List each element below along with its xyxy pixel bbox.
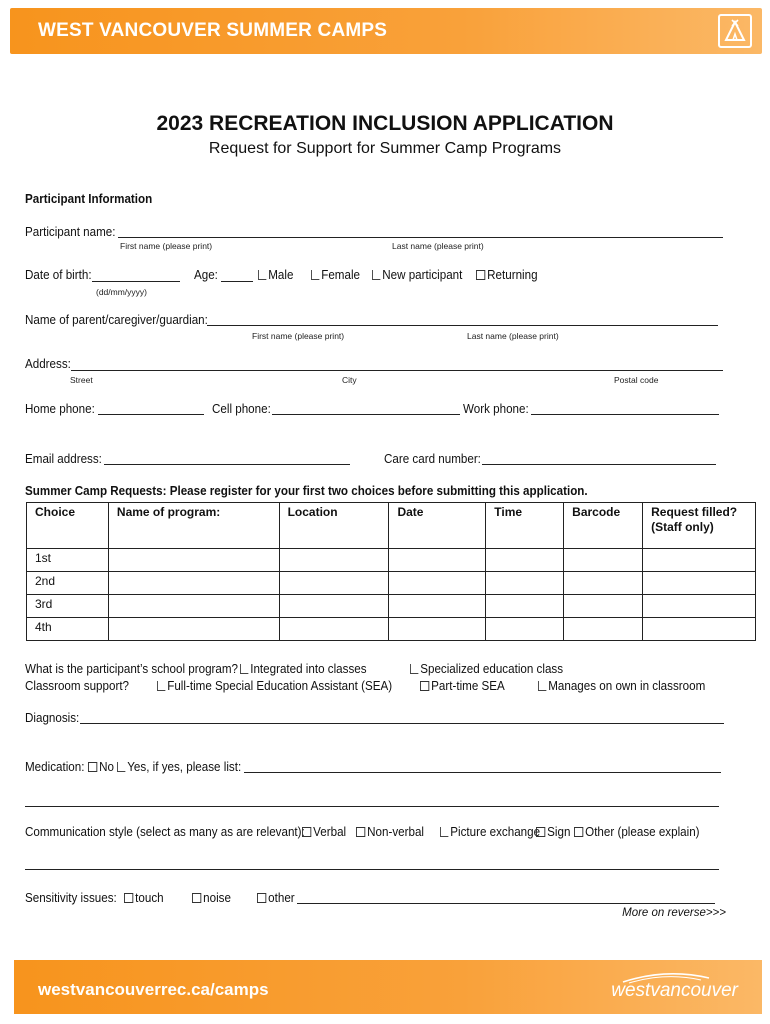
verbal-checkbox[interactable] xyxy=(302,827,311,837)
male-option-label: Male xyxy=(268,268,294,282)
barcode-cell[interactable] xyxy=(564,618,643,641)
program-cell[interactable] xyxy=(108,572,279,595)
nonverbal-option[interactable] xyxy=(356,825,424,839)
location-cell[interactable] xyxy=(279,595,389,618)
noise-option-label: noise xyxy=(203,891,231,905)
column-header: Time xyxy=(486,503,564,549)
city-hint: City xyxy=(342,375,357,385)
specialized-option-label: Specialized education class xyxy=(420,662,564,676)
document-subtitle: Request for Support for Summer Camp Programs xyxy=(208,140,562,157)
sign-checkbox[interactable] xyxy=(536,827,545,837)
dob-field[interactable] xyxy=(92,281,180,282)
program-cell[interactable] xyxy=(108,618,279,641)
manages-own-option[interactable] xyxy=(538,679,705,693)
medication-label: Medication: xyxy=(25,760,85,774)
parent-name-label: Name of parent/caregiver/guardian: xyxy=(25,313,208,327)
participant-name-field[interactable] xyxy=(118,237,723,238)
logo-swoosh-icon xyxy=(621,972,711,984)
date-cell[interactable] xyxy=(389,595,486,618)
program-cell[interactable] xyxy=(108,549,279,572)
communication-style-label: Communication style (select as many as are relevant): xyxy=(25,825,305,839)
parttime-sea-option[interactable] xyxy=(420,679,505,693)
nonverbal-checkbox[interactable] xyxy=(356,827,365,837)
medication-yes-option-label: Yes, if yes, please list: xyxy=(127,760,242,774)
request-filled-cell[interactable] xyxy=(643,549,756,572)
other-communication-option[interactable] xyxy=(574,825,700,839)
column-header: Date xyxy=(389,503,486,549)
table-row xyxy=(27,618,756,641)
medication-list-field[interactable] xyxy=(244,772,721,773)
touch-checkbox[interactable] xyxy=(124,893,133,903)
time-cell[interactable] xyxy=(486,595,564,618)
school-program-question: What is the participant’s school program? xyxy=(25,662,239,676)
camp-requests-table xyxy=(26,502,756,641)
section-participant-info: Participant Information xyxy=(25,192,153,206)
choice-cell: 1st xyxy=(27,549,109,572)
picture-exchange-option[interactable] xyxy=(440,825,540,839)
choice-cell: 2nd xyxy=(27,572,109,595)
street-hint: Street xyxy=(70,375,93,385)
parttime-sea-checkbox[interactable] xyxy=(420,681,429,691)
choice-cell: 4th xyxy=(27,618,109,641)
returning-option-label: Returning xyxy=(487,268,538,282)
location-cell[interactable] xyxy=(279,549,389,572)
age-field[interactable] xyxy=(221,281,253,282)
returning-checkbox[interactable] xyxy=(476,270,485,280)
address-field[interactable] xyxy=(71,370,723,371)
column-header: Barcode xyxy=(564,503,643,549)
address-label: Address: xyxy=(25,357,71,371)
male-option[interactable] xyxy=(258,268,293,282)
care-card-label: Care card number: xyxy=(384,452,481,466)
cell-phone-label: Cell phone: xyxy=(212,402,271,416)
dob-label: Date of birth: xyxy=(25,268,92,282)
female-option[interactable] xyxy=(311,268,360,282)
email-label: Email address: xyxy=(25,452,102,466)
request-filled-cell[interactable] xyxy=(643,618,756,641)
specialized-option[interactable] xyxy=(410,662,563,676)
manages-own-checkbox[interactable] xyxy=(538,681,546,691)
diagnosis-label: Diagnosis: xyxy=(25,711,80,725)
age-label: Age: xyxy=(194,268,218,282)
new-participant-option[interactable] xyxy=(372,268,462,282)
sign-option[interactable] xyxy=(536,825,570,839)
noise-checkbox[interactable] xyxy=(192,893,201,903)
date-cell[interactable] xyxy=(389,618,486,641)
work-phone-field[interactable] xyxy=(531,414,719,415)
other-communication-option-label: Other (please explain) xyxy=(585,825,700,839)
returning-option[interactable] xyxy=(476,268,538,282)
fulltime-sea-checkbox[interactable] xyxy=(157,681,165,691)
integrated-option[interactable] xyxy=(240,662,367,676)
medication-no-option[interactable] xyxy=(88,760,114,774)
postal-code-hint: Postal code xyxy=(614,375,659,385)
female-checkbox[interactable] xyxy=(311,270,319,280)
other-sensitivity-field[interactable] xyxy=(297,903,715,904)
choice-cell: 3rd xyxy=(27,595,109,618)
more-on-reverse-note: More on reverse>>> xyxy=(622,907,726,919)
integrated-option-label: Integrated into classes xyxy=(250,662,367,676)
medication-no-option-label: No xyxy=(99,760,115,774)
nonverbal-option-label: Non-verbal xyxy=(367,825,425,839)
participant-name-label: Participant name: xyxy=(25,225,116,239)
other-sensitivity-checkbox[interactable] xyxy=(257,893,266,903)
date-cell[interactable] xyxy=(389,549,486,572)
barcode-cell[interactable] xyxy=(564,595,643,618)
diagnosis-field[interactable] xyxy=(80,723,724,724)
sensitivity-issues-label: Sensitivity issues: xyxy=(25,891,117,905)
verbal-option[interactable] xyxy=(302,825,346,839)
footer-url-link[interactable]: westvancouverrec.ca/camps xyxy=(38,980,269,999)
sign-option-label: Sign xyxy=(547,825,571,839)
other-sensitivity-option[interactable] xyxy=(257,891,295,905)
new-participant-checkbox[interactable] xyxy=(372,270,380,280)
fulltime-sea-option[interactable] xyxy=(157,679,392,693)
parent-first-name-hint: First name (please print) xyxy=(252,331,345,341)
picture-exchange-checkbox[interactable] xyxy=(440,827,448,837)
header-banner xyxy=(10,8,762,54)
medication-no-checkbox[interactable] xyxy=(88,762,97,772)
home-phone-field[interactable] xyxy=(98,414,204,415)
time-cell[interactable] xyxy=(486,618,564,641)
location-cell[interactable] xyxy=(279,618,389,641)
barcode-cell[interactable] xyxy=(564,572,643,595)
time-cell[interactable] xyxy=(486,572,564,595)
document-title: 2023 RECREATION INCLUSION APPLICATION xyxy=(156,112,614,135)
other-sensitivity-option-label: other xyxy=(268,891,295,905)
first-name-hint: First name (please print) xyxy=(120,241,213,251)
table-row xyxy=(27,595,756,618)
request-filled-cell[interactable] xyxy=(643,572,756,595)
west-vancouver-logo xyxy=(611,980,738,1002)
medication-list-field-2[interactable] xyxy=(25,806,719,807)
touch-option[interactable] xyxy=(124,891,164,905)
table-row xyxy=(27,572,756,595)
column-header: Name of program: xyxy=(108,503,279,549)
table-row xyxy=(27,549,756,572)
camp-requests-heading: Summer Camp Requests: Please register for your first two choices before submitting this application. xyxy=(25,484,588,498)
column-header: Choice xyxy=(27,503,109,549)
verbal-option-label: Verbal xyxy=(313,825,347,839)
fulltime-sea-option-label: Full-time Special Education Assistant (SEA) xyxy=(167,679,393,693)
request-filled-cell[interactable] xyxy=(643,595,756,618)
parttime-sea-option-label: Part-time SEA xyxy=(431,679,505,693)
parent-last-name-hint: Last name (please print) xyxy=(467,331,559,341)
touch-option-label: touch xyxy=(135,891,164,905)
time-cell[interactable] xyxy=(486,549,564,572)
home-phone-label: Home phone: xyxy=(25,402,95,416)
header-title: WEST VANCOUVER SUMMER CAMPS xyxy=(38,20,388,41)
column-header: Location xyxy=(279,503,389,549)
integrated-checkbox[interactable] xyxy=(240,664,248,674)
footer-banner xyxy=(14,960,762,1014)
other-communication-checkbox[interactable] xyxy=(574,827,583,837)
work-phone-label: Work phone: xyxy=(463,402,529,416)
female-option-label: Female xyxy=(321,268,360,282)
email-field[interactable] xyxy=(104,464,350,465)
date-cell[interactable] xyxy=(389,572,486,595)
communication-explain-field[interactable] xyxy=(25,869,719,870)
medication-yes-checkbox[interactable] xyxy=(117,762,125,772)
column-header: Request filled? (Staff only) xyxy=(643,503,756,549)
barcode-cell[interactable] xyxy=(564,549,643,572)
noise-option[interactable] xyxy=(192,891,231,905)
logo-text: westvancouver xyxy=(611,980,738,1001)
male-checkbox[interactable] xyxy=(258,270,266,280)
picture-exchange-option-label: Picture exchange xyxy=(450,825,541,839)
care-card-field[interactable] xyxy=(482,464,716,465)
location-cell[interactable] xyxy=(279,572,389,595)
program-cell[interactable] xyxy=(108,595,279,618)
new-participant-option-label: New participant xyxy=(382,268,463,282)
dob-hint: (dd/mm/yyyy) xyxy=(96,287,147,297)
cell-phone-field[interactable] xyxy=(272,414,460,415)
specialized-checkbox[interactable] xyxy=(410,664,418,674)
classroom-support-label: Classroom support? xyxy=(25,679,130,693)
tent-icon xyxy=(718,14,752,48)
table-header-row xyxy=(27,503,756,549)
manages-own-option-label: Manages on own in classroom xyxy=(548,679,706,693)
last-name-hint: Last name (please print) xyxy=(392,241,484,251)
parent-name-field[interactable] xyxy=(207,325,718,326)
medication-yes-option[interactable] xyxy=(117,760,241,774)
